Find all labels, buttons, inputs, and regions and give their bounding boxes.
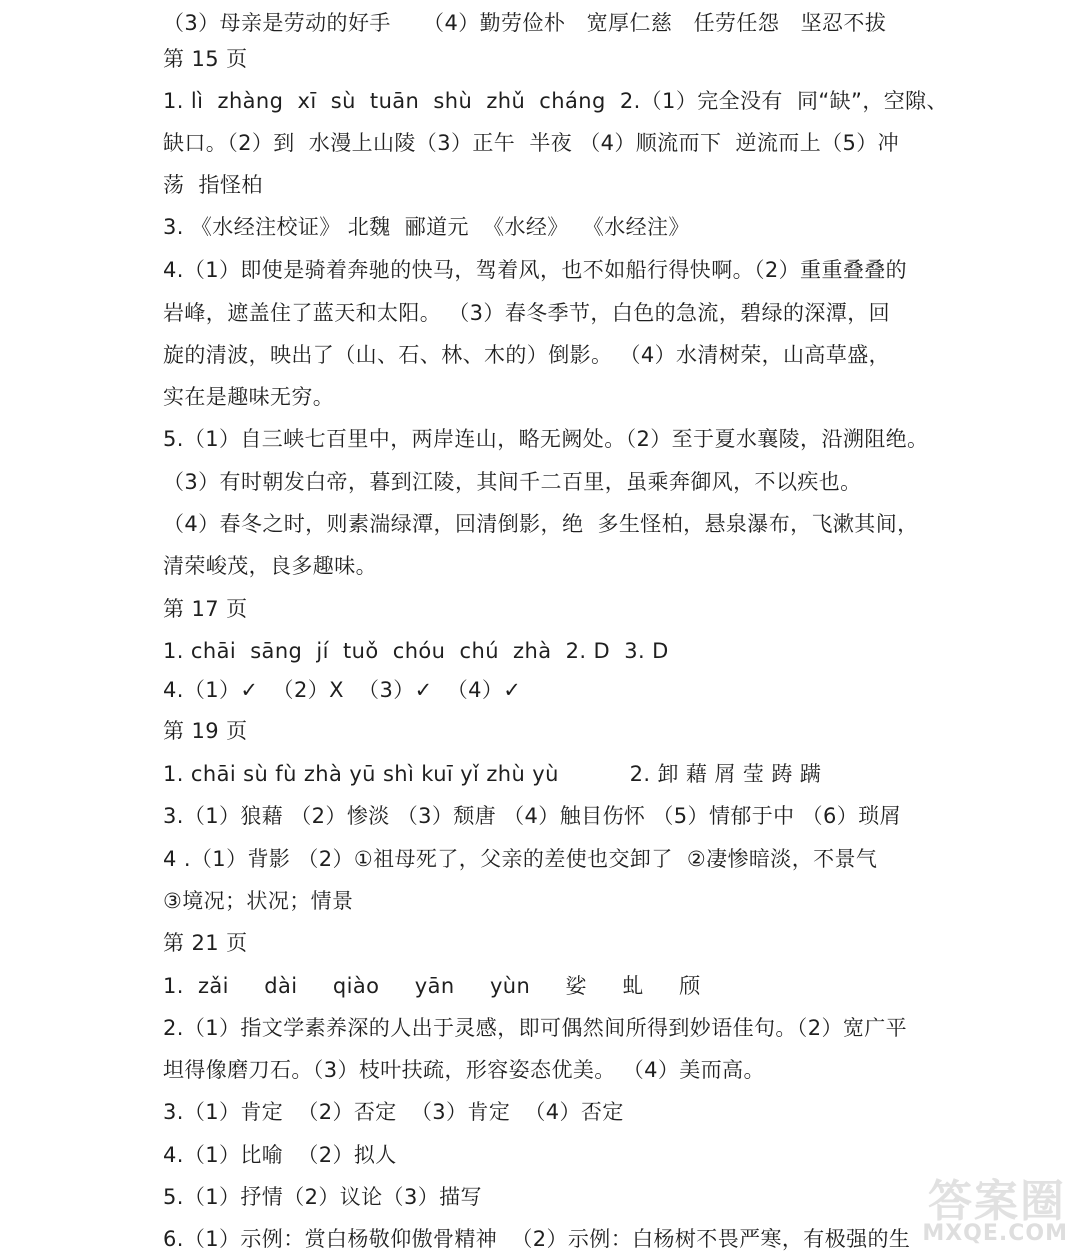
text-line: 岩峰，遮盖住了蓝天和太阳。 （3）春冬季节，白色的急流，碧绿的深潭，回	[163, 301, 891, 325]
text-line: ③境况；状况；情景	[163, 889, 354, 913]
text-line: 荡 指怪柏	[163, 173, 263, 197]
text-line: （4）春冬之时，则素湍绿潭，回清倒影，绝 多生怪柏，悬泉瀑布，飞漱其间，	[163, 512, 919, 536]
text-line: 实在是趣味无穷。	[163, 385, 335, 409]
text-line: 旋的清波，映出了（山、石、林、木的）倒影。 （4）水清树荣，山高草盛，	[163, 343, 891, 367]
text-line: 坦得像磨刀石。（3）枝叶扶疏，形容姿态优美。 （4）美而高。	[163, 1058, 765, 1082]
text-line: 5.（1）抒情（2）议论（3）描写	[163, 1185, 482, 1209]
text-line: 缺口。（2）到 水漫上山陵（3）正午 半夜 （4）顺流而下 逆流而上（5）冲	[163, 131, 900, 155]
text-line: 4.（1）即使是骑着奔驰的快马，驾着风，也不如船行得快啊。（2）重重叠叠的	[163, 258, 908, 282]
text-line: 4 .（1）背影 （2）①祖母死了，父亲的差使也交卸了 ②凄惨暗淡，不景气	[163, 847, 878, 871]
text-line: 5.（1）自三峡七百里中，两岸连山，略无阙处。（2）至于夏水襄陵，沿溯阻绝。	[163, 427, 929, 451]
section-heading-page-19: 第 19 页	[163, 719, 248, 743]
text-line: （3）有时朝发白帝，暮到江陵，其间千二百里，虽乘奔御风，不以疾也。	[163, 470, 862, 494]
watermark-domain: MXQE.COM	[922, 1221, 1068, 1246]
text-line: （3）母亲是劳动的好手 （4）勤劳俭朴 宽厚仁慈 任劳任怨 坚忍不拔	[163, 11, 887, 35]
section-heading-page-21: 第 21 页	[163, 931, 248, 955]
text-line: 清荣峻茂，良多趣味。	[163, 554, 377, 578]
section-heading-page-15: 第 15 页	[163, 47, 248, 71]
text-line: 1. chāi sù fù zhà yū shì kuī yǐ zhù yù 2. 卸 藉 屑 莹 踌 蹒	[163, 762, 822, 786]
text-line: 3.（1）狼藉 （2）惨淡 （3）颓唐 （4）触目伤怀 （5）情郁于中 （6）琐屑	[163, 804, 901, 828]
section-heading-page-17: 第 17 页	[163, 597, 248, 621]
text-line: 3.（1）肯定 （2）否定 （3）肯定 （4）否定	[163, 1100, 624, 1124]
text-line: 3. 《水经注校证》 北魏 郦道元 《水经》 《水经注》	[163, 215, 690, 239]
text-line: 4.（1）✓ （2）X （3）✓ （4）✓	[163, 678, 522, 702]
text-line: 1. lì zhàng xī sù tuān shù zhǔ cháng 2.（1）完全没有 同“缺”，空隙、	[163, 89, 948, 113]
watermark-logo-text: 答案圈	[928, 1176, 1066, 1227]
text-line: 4.（1）比喻 （2）拟人	[163, 1143, 397, 1167]
text-line: 2.（1）指文学素养深的人出于灵感，即可偶然间所得到妙语佳句。（2）宽广平	[163, 1016, 908, 1040]
text-line: 1. chāi sāng jí tuǒ chóu chú zhà 2. D 3. D	[163, 639, 669, 663]
text-line: 1. zǎi dài qiào yān yùn 娑 虬 颀	[163, 974, 701, 998]
text-line: 6.（1）示例：赏白杨敬仰傲骨精神 （2）示例：白杨树不畏严寒，有极强的生	[163, 1227, 911, 1251]
